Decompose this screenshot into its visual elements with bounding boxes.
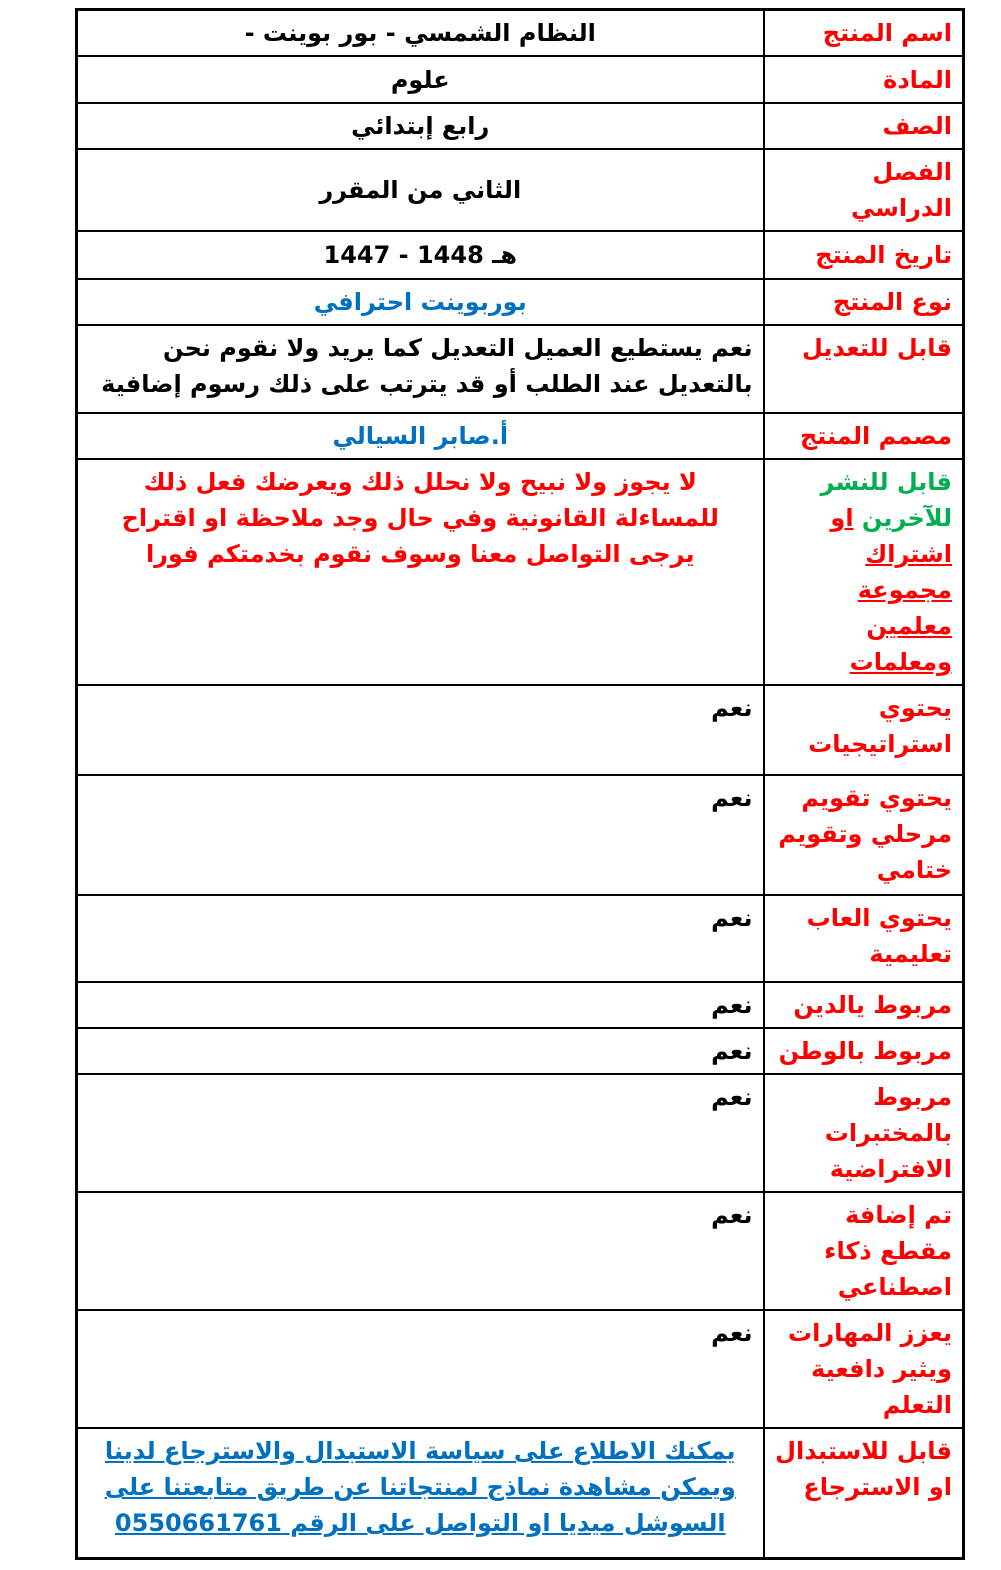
row-religion-link: [77, 982, 964, 1028]
editable-label: قابل للتعديل: [764, 325, 964, 413]
row-editable: [77, 325, 964, 413]
refund-policy-label: قابل للاستبدال او الاسترجاع: [764, 1428, 964, 1558]
product-name-value: النظام الشمسي - بور بوينت -: [77, 10, 764, 57]
ai-clip-label: تم إضافة مقطع ذكاء اصطناعي: [764, 1192, 964, 1310]
religion-link-label: مربوط يالدين: [764, 982, 964, 1028]
publishing-rights-value: لا يجوز ولا نبيح ولا نحلل ذلك ويعرضك فعل ذلك للمساءلة القانونية وفي حال وجد ملاحظة او اقتراح يرجى التواصل معنا وسوف نقوم بخدمتكم فورا: [77, 459, 764, 685]
nation-link-label: مربوط بالوطن: [764, 1028, 964, 1074]
row-nation-link: [77, 1028, 964, 1074]
product-details-table: [75, 8, 965, 1560]
ai-clip-value: نعم: [77, 1192, 764, 1310]
strategies-label: يحتوي استراتيجيات: [764, 685, 964, 775]
publishing-rights-label: [764, 459, 964, 685]
virtual-labs-label: مربوط بالمختبرات الافتراضية: [764, 1074, 964, 1192]
skills-motivation-value: نعم: [77, 1310, 764, 1428]
product-type-label: نوع المنتج: [764, 279, 964, 325]
designer-value: أ.صابر السيالي: [77, 413, 764, 459]
row-grade: [77, 103, 964, 149]
product-date-label: تاريخ المنتج: [764, 231, 964, 279]
row-product-type: [77, 279, 964, 325]
row-designer: [77, 413, 964, 459]
strategies-value: نعم: [77, 685, 764, 775]
row-semester: [77, 149, 964, 231]
row-virtual-labs: [77, 1074, 964, 1192]
product-type-value: بوربوينت احترافي: [77, 279, 764, 325]
skills-motivation-label: يعزز المهارات ويثير دافعية التعلم: [764, 1310, 964, 1428]
row-subject: [77, 56, 964, 103]
assessments-value: نعم: [77, 775, 764, 895]
designer-label: مصمم المنتج: [764, 413, 964, 459]
grade-label: الصف: [764, 103, 964, 149]
assessments-label: يحتوي تقويم مرحلي وتقويم ختامي: [764, 775, 964, 895]
publishing-rights-label-group-part: او اشتراك مجموعة معلمين ومعلمات: [830, 504, 952, 676]
religion-link-value: نعم: [77, 982, 764, 1028]
nation-link-value: نعم: [77, 1028, 764, 1074]
row-product-name: [77, 10, 964, 57]
row-skills-motivation: [77, 1310, 964, 1428]
publishing-rights-label-allowed-part: قابل للنشر للآخرين: [820, 468, 952, 532]
product-date-value: 1447 - 1448 هـ: [77, 231, 764, 279]
editable-value: نعم يستطيع العميل التعديل كما يريد ولا نقوم نحن بالتعديل عند الطلب أو قد يترتب على ذلك رسوم إضافية: [77, 325, 764, 413]
row-refund-policy: [77, 1428, 964, 1558]
semester-label: الفصل الدراسي: [764, 149, 964, 231]
virtual-labs-value: نعم: [77, 1074, 764, 1192]
subject-value: علوم: [77, 56, 764, 103]
row-product-date: [77, 231, 964, 279]
educational-games-label: يحتوي العاب تعليمية: [764, 895, 964, 982]
row-publishing-rights: [77, 459, 964, 685]
subject-label: المادة: [764, 56, 964, 103]
row-ai-clip: [77, 1192, 964, 1310]
row-strategies: [77, 685, 964, 775]
educational-games-value: نعم: [77, 895, 764, 982]
semester-value: الثاني من المقرر: [77, 149, 764, 231]
product-sheet: [75, 8, 965, 1560]
refund-policy-value: يمكنك الاطلاع على سياسة الاستبدال والاسترجاع لدينا ويمكن مشاهدة نماذج لمنتجاتنا عن طريق متابعتنا على السوشل ميديا او التواصل على الرقم 0550661761: [77, 1428, 764, 1558]
grade-value: رابع إبتدائي: [77, 103, 764, 149]
product-name-label: اسم المنتج: [764, 10, 964, 57]
row-assessments: [77, 775, 964, 895]
row-educational-games: [77, 895, 964, 982]
